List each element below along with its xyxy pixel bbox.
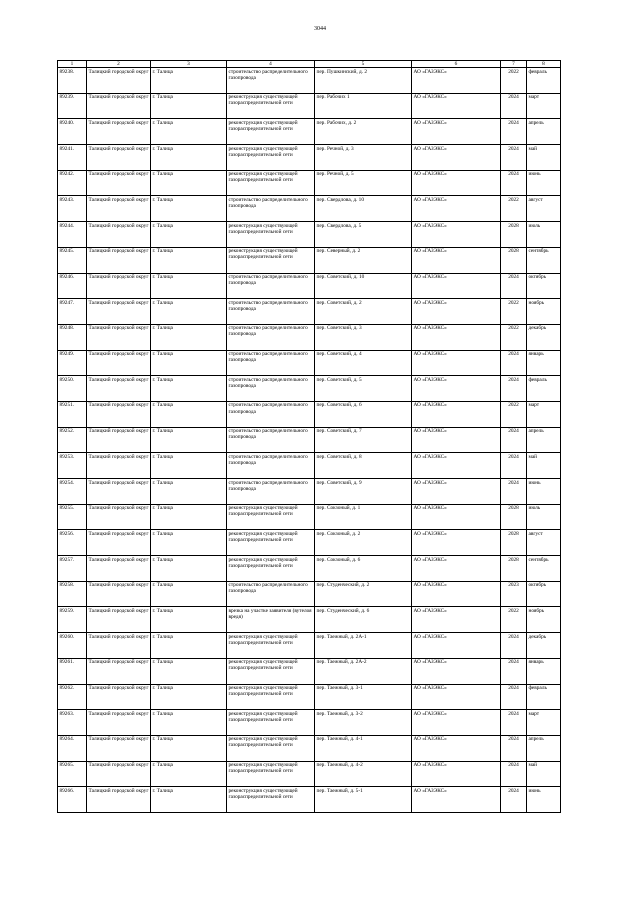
address-cell: пер. Рабочих 1 (315, 93, 412, 119)
month-cell: февраль (527, 684, 561, 710)
table-row (58, 761, 561, 787)
address-cell: пер. Сокзоный, д. 6 (315, 556, 412, 582)
work-type-cell: реконструкция существующей газораспределительной сети (227, 735, 315, 761)
organization-cell: АО «ГАЗЭКС» (412, 350, 501, 376)
district-cell: Талицкий городской округ (87, 350, 151, 376)
row-number-cell: 89239. (58, 93, 87, 119)
district-cell: Талицкий городской округ (87, 530, 151, 556)
district-cell: Талицкий городской округ (87, 376, 151, 402)
locality-cell: г. Талица (151, 735, 227, 761)
locality-cell: г. Талица (151, 196, 227, 222)
year-cell: 2022 (501, 607, 527, 633)
row-number-cell: 89238. (58, 68, 87, 94)
district-cell: Талицкий городской округ (87, 581, 151, 607)
year-cell: 2022 (501, 196, 527, 222)
year-cell: 2024 (501, 350, 527, 376)
organization-cell: АО «ГАЗЭКС» (412, 607, 501, 633)
work-type-cell: реконструкция существующей газораспределительной сети (227, 684, 315, 710)
table-row (58, 787, 561, 813)
organization-cell: АО «ГАЗЭКС» (412, 119, 501, 145)
locality-cell: г. Талица (151, 299, 227, 325)
district-cell: Талицкий городской округ (87, 787, 151, 813)
organization-cell: АО «ГАЗЭКС» (412, 93, 501, 119)
district-cell: Талицкий городской округ (87, 68, 151, 94)
table-row (58, 273, 561, 299)
month-cell: август (527, 196, 561, 222)
work-type-cell: реконструкция существующей газораспределительной сети (227, 710, 315, 736)
month-cell: июль (527, 222, 561, 248)
organization-cell: АО «ГАЗЭКС» (412, 556, 501, 582)
table-row (58, 145, 561, 171)
year-cell: 2024 (501, 710, 527, 736)
locality-cell: г. Талица (151, 350, 227, 376)
row-number-cell: 89245. (58, 247, 87, 273)
address-cell: пер. Свердлова, д. 10 (315, 196, 412, 222)
work-type-cell: строительство распределительного газопровода (227, 401, 315, 427)
locality-cell: г. Талица (151, 761, 227, 787)
year-cell: 2024 (501, 145, 527, 171)
table-row (58, 479, 561, 505)
month-cell: октябрь (527, 273, 561, 299)
work-type-cell: строительство распределительного газопровода (227, 299, 315, 325)
column-header: 8 (527, 61, 561, 68)
row-number-cell: 89258. (58, 581, 87, 607)
year-cell: 2024 (501, 170, 527, 196)
locality-cell: г. Талица (151, 427, 227, 453)
table-row (58, 119, 561, 145)
year-cell: 2028 (501, 530, 527, 556)
row-number-cell: 89248. (58, 324, 87, 350)
page-number: 3044 (314, 26, 326, 32)
table-row (58, 658, 561, 684)
year-cell: 2024 (501, 93, 527, 119)
locality-cell: г. Талица (151, 504, 227, 530)
district-cell: Талицкий городской округ (87, 658, 151, 684)
month-cell: январь (527, 350, 561, 376)
month-cell: февраль (527, 68, 561, 94)
year-cell: 2024 (501, 684, 527, 710)
year-cell: 2022 (501, 299, 527, 325)
organization-cell: АО «ГАЗЭКС» (412, 145, 501, 171)
table-row (58, 68, 561, 94)
locality-cell: г. Талица (151, 170, 227, 196)
organization-cell: АО «ГАЗЭКС» (412, 761, 501, 787)
table-row (58, 581, 561, 607)
row-number-cell: 89241. (58, 145, 87, 171)
row-number-cell: 89266. (58, 787, 87, 813)
district-cell: Талицкий городской округ (87, 119, 151, 145)
district-cell: Талицкий городской округ (87, 93, 151, 119)
work-type-cell: реконструкция существующей газораспределительной сети (227, 145, 315, 171)
row-number-cell: 89253. (58, 453, 87, 479)
locality-cell: г. Талица (151, 145, 227, 171)
organization-cell: АО «ГАЗЭКС» (412, 427, 501, 453)
locality-cell: г. Талица (151, 453, 227, 479)
month-cell: апрель (527, 735, 561, 761)
table-row (58, 247, 561, 273)
district-cell: Талицкий городской округ (87, 247, 151, 273)
work-type-cell: строительство распределительного газопровода (227, 453, 315, 479)
work-type-cell: строительство распределительного газопровода (227, 68, 315, 94)
month-cell: март (527, 401, 561, 427)
table-row (58, 196, 561, 222)
year-cell: 2022 (501, 68, 527, 94)
table-row (58, 453, 561, 479)
locality-cell: г. Талица (151, 710, 227, 736)
work-type-cell: врезка на участке заявителя (вутелоя вредя) (227, 607, 315, 633)
row-number-cell: 89265. (58, 761, 87, 787)
row-number-cell: 89256. (58, 530, 87, 556)
year-cell: 2024 (501, 479, 527, 505)
month-cell: март (527, 710, 561, 736)
row-number-cell: 89260. (58, 633, 87, 659)
address-cell: пер. Таежный, д. 3-1 (315, 684, 412, 710)
address-cell: пер. Студенческий, д. 6 (315, 607, 412, 633)
row-number-cell: 89242. (58, 170, 87, 196)
register-table (57, 60, 561, 813)
work-type-cell: реконструкция существующей газораспределительной сети (227, 787, 315, 813)
work-type-cell: реконструкция существующей газораспределительной сети (227, 530, 315, 556)
address-cell: пер. Речной, д. 3 (315, 145, 412, 171)
work-type-cell: реконструкция существующей газораспределительной сети (227, 119, 315, 145)
work-type-cell: реконструкция существующей газораспределительной сети (227, 170, 315, 196)
column-header: 3 (151, 61, 227, 68)
address-cell: пер. Таежный, д. 4-2 (315, 761, 412, 787)
organization-cell: АО «ГАЗЭКС» (412, 530, 501, 556)
row-number-cell: 89240. (58, 119, 87, 145)
locality-cell: г. Талица (151, 68, 227, 94)
district-cell: Талицкий городской округ (87, 684, 151, 710)
table-row (58, 556, 561, 582)
table-row (58, 607, 561, 633)
district-cell: Талицкий городской округ (87, 222, 151, 248)
year-cell: 2024 (501, 273, 527, 299)
locality-cell: г. Талица (151, 376, 227, 402)
work-type-cell: реконструкция существующей газораспределительной сети (227, 93, 315, 119)
organization-cell: АО «ГАЗЭКС» (412, 68, 501, 94)
table-row (58, 735, 561, 761)
column-header: 6 (412, 61, 501, 68)
locality-cell: г. Талица (151, 787, 227, 813)
locality-cell: г. Талица (151, 607, 227, 633)
district-cell: Талицкий городской округ (87, 145, 151, 171)
address-cell: пер. Таежный, д. 4-1 (315, 735, 412, 761)
organization-cell: АО «ГАЗЭКС» (412, 247, 501, 273)
month-cell: апрель (527, 119, 561, 145)
district-cell: Талицкий городской округ (87, 761, 151, 787)
locality-cell: г. Талица (151, 658, 227, 684)
column-header: 2 (87, 61, 151, 68)
year-cell: 2024 (501, 787, 527, 813)
work-type-cell: строительство распределительного газопровода (227, 350, 315, 376)
organization-cell: АО «ГАЗЭКС» (412, 170, 501, 196)
locality-cell: г. Талица (151, 222, 227, 248)
organization-cell: АО «ГАЗЭКС» (412, 581, 501, 607)
table-row (58, 170, 561, 196)
row-number-cell: 89261. (58, 658, 87, 684)
address-cell: пер. Сокзоный, д. 2 (315, 530, 412, 556)
district-cell: Талицкий городской округ (87, 170, 151, 196)
row-number-cell: 89262. (58, 684, 87, 710)
work-type-cell: строительство распределительного газопровода (227, 376, 315, 402)
year-cell: 2024 (501, 427, 527, 453)
row-number-cell: 89259. (58, 607, 87, 633)
address-cell: пер. Советский, д. 4 (315, 350, 412, 376)
column-header: 4 (227, 61, 315, 68)
month-cell: апрель (527, 427, 561, 453)
district-cell: Талицкий городской округ (87, 453, 151, 479)
month-cell: май (527, 761, 561, 787)
organization-cell: АО «ГАЗЭКС» (412, 684, 501, 710)
work-type-cell: строительство распределительного газопровода (227, 273, 315, 299)
address-cell: пер. Советский, д. 10 (315, 273, 412, 299)
district-cell: Талицкий городской округ (87, 324, 151, 350)
year-cell: 2024 (501, 735, 527, 761)
month-cell: сентябрь (527, 556, 561, 582)
locality-cell: г. Талица (151, 684, 227, 710)
month-cell: март (527, 93, 561, 119)
row-number-cell: 89244. (58, 222, 87, 248)
organization-cell: АО «ГАЗЭКС» (412, 376, 501, 402)
row-number-cell: 89251. (58, 401, 87, 427)
work-type-cell: строительство распределительного газопровода (227, 581, 315, 607)
address-cell: пер. Северный, д. 2 (315, 247, 412, 273)
month-cell: октябрь (527, 581, 561, 607)
table-row (58, 684, 561, 710)
district-cell: Талицкий городской округ (87, 556, 151, 582)
address-cell: пер. Советский, д. 6 (315, 401, 412, 427)
district-cell: Талицкий городской округ (87, 401, 151, 427)
address-cell: пер. Сокзоный, д. 1 (315, 504, 412, 530)
month-cell: август (527, 530, 561, 556)
row-number-cell: 89243. (58, 196, 87, 222)
locality-cell: г. Талица (151, 530, 227, 556)
year-cell: 2024 (501, 119, 527, 145)
row-number-cell: 89247. (58, 299, 87, 325)
month-cell: июнь (527, 170, 561, 196)
year-cell: 2022 (501, 401, 527, 427)
locality-cell: г. Талица (151, 479, 227, 505)
row-number-cell: 89263. (58, 710, 87, 736)
table-row (58, 633, 561, 659)
locality-cell: г. Талица (151, 247, 227, 273)
address-cell: пер. Советский, д. 2 (315, 299, 412, 325)
address-cell: пер. Студенческий, д. 2 (315, 581, 412, 607)
table-row (58, 222, 561, 248)
address-cell: пер. Таежный, д. 3-2 (315, 710, 412, 736)
month-cell: июнь (527, 787, 561, 813)
month-cell: декабрь (527, 633, 561, 659)
work-type-cell: реконструкция существующей газораспределительной сети (227, 633, 315, 659)
work-type-cell: строительство распределительного газопровода (227, 479, 315, 505)
work-type-cell: строительство распределительного газопровода (227, 427, 315, 453)
month-cell: февраль (527, 376, 561, 402)
year-cell: 2024 (501, 658, 527, 684)
locality-cell: г. Талица (151, 633, 227, 659)
address-cell: пер. Рабочих, д. 2 (315, 119, 412, 145)
locality-cell: г. Талица (151, 93, 227, 119)
address-cell: пер. Советский, д. 5 (315, 376, 412, 402)
year-cell: 2028 (501, 222, 527, 248)
month-cell: сентябрь (527, 247, 561, 273)
organization-cell: АО «ГАЗЭКС» (412, 453, 501, 479)
organization-cell: АО «ГАЗЭКС» (412, 479, 501, 505)
organization-cell: АО «ГАЗЭКС» (412, 787, 501, 813)
table-row (58, 530, 561, 556)
row-number-cell: 89250. (58, 376, 87, 402)
district-cell: Талицкий городской округ (87, 299, 151, 325)
row-number-cell: 89264. (58, 735, 87, 761)
row-number-cell: 89254. (58, 479, 87, 505)
row-number-cell: 89257. (58, 556, 87, 582)
year-cell: 2024 (501, 761, 527, 787)
work-type-cell: строительство распределительного газопровода (227, 196, 315, 222)
row-number-cell: 89252. (58, 427, 87, 453)
district-cell: Талицкий городской округ (87, 479, 151, 505)
table-row (58, 299, 561, 325)
work-type-cell: реконструкция существующей газораспределительной сети (227, 556, 315, 582)
organization-cell: АО «ГАЗЭКС» (412, 633, 501, 659)
address-cell: пер. Советский, д. 8 (315, 453, 412, 479)
organization-cell: АО «ГАЗЭКС» (412, 710, 501, 736)
column-header: 1 (58, 61, 87, 68)
year-cell: 2024 (501, 453, 527, 479)
organization-cell: АО «ГАЗЭКС» (412, 401, 501, 427)
month-cell: январь (527, 658, 561, 684)
locality-cell: г. Талица (151, 324, 227, 350)
table-row (58, 401, 561, 427)
locality-cell: г. Талица (151, 581, 227, 607)
organization-cell: АО «ГАЗЭКС» (412, 273, 501, 299)
district-cell: Талицкий городской округ (87, 710, 151, 736)
district-cell: Талицкий городской округ (87, 735, 151, 761)
work-type-cell: реконструкция существующей газораспределительной сети (227, 247, 315, 273)
district-cell: Талицкий городской округ (87, 504, 151, 530)
table-row (58, 710, 561, 736)
district-cell: Талицкий городской округ (87, 427, 151, 453)
month-cell: ноябрь (527, 299, 561, 325)
address-cell: пер. Советский, д. 9 (315, 479, 412, 505)
work-type-cell: реконструкция существующей газораспределительной сети (227, 222, 315, 248)
column-number-row (58, 61, 561, 68)
year-cell: 2028 (501, 247, 527, 273)
month-cell: июнь (527, 479, 561, 505)
month-cell: ноябрь (527, 607, 561, 633)
organization-cell: АО «ГАЗЭКС» (412, 658, 501, 684)
address-cell: пер. Таежный, д. 2А-1 (315, 633, 412, 659)
row-number-cell: 89246. (58, 273, 87, 299)
locality-cell: г. Талица (151, 273, 227, 299)
address-cell: пер. Речной, д. 5 (315, 170, 412, 196)
district-cell: Талицкий городской округ (87, 196, 151, 222)
column-header: 7 (501, 61, 527, 68)
address-cell: пер. Советский, д. 7 (315, 427, 412, 453)
district-cell: Талицкий городской округ (87, 633, 151, 659)
organization-cell: АО «ГАЗЭКС» (412, 504, 501, 530)
address-cell: пер. Свердлова, д. 5 (315, 222, 412, 248)
row-number-cell: 89255. (58, 504, 87, 530)
address-cell: пер. Советский, д. 3 (315, 324, 412, 350)
table-row (58, 376, 561, 402)
locality-cell: г. Талица (151, 556, 227, 582)
year-cell: 2023 (501, 581, 527, 607)
month-cell: май (527, 453, 561, 479)
organization-cell: АО «ГАЗЭКС» (412, 299, 501, 325)
work-type-cell: реконструкция существующей газораспределительной сети (227, 761, 315, 787)
column-header: 5 (315, 61, 412, 68)
district-cell: Талицкий городской округ (87, 607, 151, 633)
table-row (58, 324, 561, 350)
organization-cell: АО «ГАЗЭКС» (412, 196, 501, 222)
organization-cell: АО «ГАЗЭКС» (412, 324, 501, 350)
table-row (58, 350, 561, 376)
year-cell: 2028 (501, 556, 527, 582)
year-cell: 2022 (501, 324, 527, 350)
work-type-cell: строительство распределительного газопровода (227, 324, 315, 350)
district-cell: Талицкий городской округ (87, 273, 151, 299)
year-cell: 2028 (501, 504, 527, 530)
address-cell: пер. Таежный, д. 2А-2 (315, 658, 412, 684)
table-row (58, 504, 561, 530)
row-number-cell: 89249. (58, 350, 87, 376)
month-cell: май (527, 145, 561, 171)
table-row (58, 93, 561, 119)
work-type-cell: реконструкция существующей газораспределительной сети (227, 658, 315, 684)
year-cell: 2024 (501, 376, 527, 402)
month-cell: декабрь (527, 324, 561, 350)
year-cell: 2024 (501, 633, 527, 659)
organization-cell: АО «ГАЗЭКС» (412, 735, 501, 761)
locality-cell: г. Талица (151, 401, 227, 427)
month-cell: июль (527, 504, 561, 530)
table-row (58, 427, 561, 453)
address-cell: пер. Пушкинский, д. 2 (315, 68, 412, 94)
work-type-cell: реконструкция существующей газораспределительной сети (227, 504, 315, 530)
address-cell: пер. Таежный, д. 5-1 (315, 787, 412, 813)
organization-cell: АО «ГАЗЭКС» (412, 222, 501, 248)
locality-cell: г. Талица (151, 119, 227, 145)
